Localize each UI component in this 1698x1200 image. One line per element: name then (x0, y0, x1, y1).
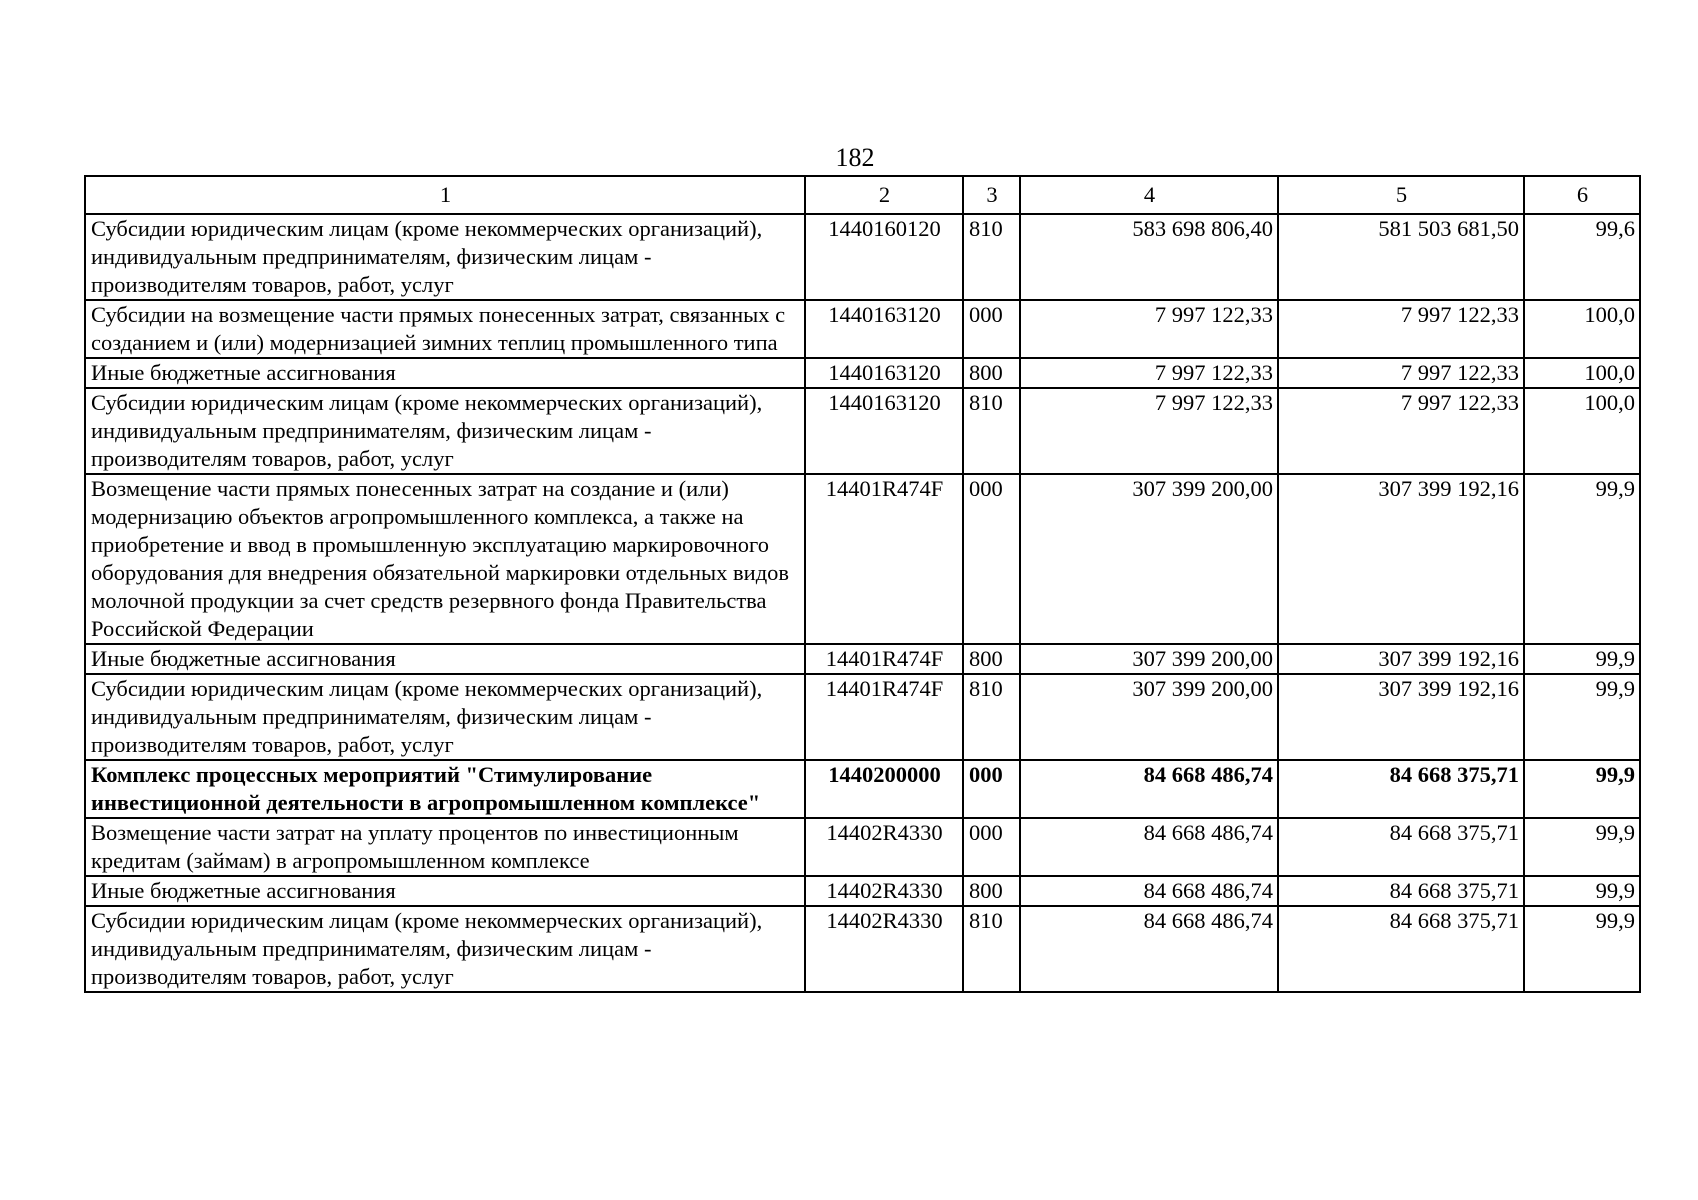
row-type-cell: 810 (963, 388, 1020, 474)
row-actual-amount-cell: 7 997 122,33 (1278, 358, 1524, 388)
row-actual-amount-cell: 7 997 122,33 (1278, 300, 1524, 358)
row-plan-amount-cell: 84 668 486,74 (1020, 876, 1278, 906)
row-name-cell: Субсидии юридическим лицам (кроме некоммерческих организаций), индивидуальным предпринимателям, физическим лицам - производителям товаров, работ, услуг (85, 388, 805, 474)
row-actual-amount-cell: 84 668 375,71 (1278, 760, 1524, 818)
row-plan-amount-cell: 7 997 122,33 (1020, 388, 1278, 474)
row-actual-amount-cell: 7 997 122,33 (1278, 388, 1524, 474)
row-plan-amount-cell: 84 668 486,74 (1020, 906, 1278, 992)
table-row (85, 214, 1640, 300)
row-name-cell: Комплекс процессных мероприятий "Стимулирование инвестиционной деятельности в агропромышленном комплексе" (85, 760, 805, 818)
table-row (85, 906, 1640, 992)
table-row (85, 644, 1640, 674)
row-type-cell: 800 (963, 876, 1020, 906)
row-percent-cell: 100,0 (1524, 388, 1640, 474)
row-percent-cell: 100,0 (1524, 300, 1640, 358)
row-name-cell: Субсидии юридическим лицам (кроме некоммерческих организаций), индивидуальным предпринимателям, физическим лицам - производителям товаров, работ, услуг (85, 906, 805, 992)
table-row (85, 876, 1640, 906)
table-row (85, 674, 1640, 760)
row-actual-amount-cell: 307 399 192,16 (1278, 674, 1524, 760)
row-type-cell: 810 (963, 214, 1020, 300)
row-code-cell: 14401R474F (805, 644, 963, 674)
row-name-cell: Субсидии на возмещение части прямых понесенных затрат, связанных с созданием и (или) модернизацией зимних теплиц промышленного типа (85, 300, 805, 358)
row-actual-amount-cell: 84 668 375,71 (1278, 906, 1524, 992)
row-code-cell: 1440200000 (805, 760, 963, 818)
row-percent-cell: 100,0 (1524, 358, 1640, 388)
table-row (85, 300, 1640, 358)
row-name-cell: Субсидии юридическим лицам (кроме некоммерческих организаций), индивидуальным предпринимателям, физическим лицам - производителям товаров, работ, услуг (85, 674, 805, 760)
row-code-cell: 14402R4330 (805, 906, 963, 992)
row-type-cell: 810 (963, 674, 1020, 760)
row-plan-amount-cell: 307 399 200,00 (1020, 644, 1278, 674)
row-name-cell: Иные бюджетные ассигнования (85, 644, 805, 674)
row-code-cell: 14402R4330 (805, 876, 963, 906)
row-actual-amount-cell: 307 399 192,16 (1278, 644, 1524, 674)
row-percent-cell: 99,9 (1524, 906, 1640, 992)
row-code-cell: 1440160120 (805, 214, 963, 300)
column-header-6: 6 (1524, 176, 1640, 214)
table-row (85, 818, 1640, 876)
row-code-cell: 1440163120 (805, 358, 963, 388)
row-type-cell: 800 (963, 644, 1020, 674)
row-plan-amount-cell: 84 668 486,74 (1020, 760, 1278, 818)
column-header-1: 1 (85, 176, 805, 214)
row-plan-amount-cell: 7 997 122,33 (1020, 300, 1278, 358)
row-actual-amount-cell: 84 668 375,71 (1278, 876, 1524, 906)
row-type-cell: 000 (963, 760, 1020, 818)
row-actual-amount-cell: 84 668 375,71 (1278, 818, 1524, 876)
row-percent-cell: 99,9 (1524, 644, 1640, 674)
row-type-cell: 810 (963, 906, 1020, 992)
row-plan-amount-cell: 307 399 200,00 (1020, 674, 1278, 760)
row-name-cell: Возмещение части затрат на уплату процентов по инвестиционным кредитам (займам) в агропромышленном комплексе (85, 818, 805, 876)
row-percent-cell: 99,9 (1524, 760, 1640, 818)
table-row (85, 388, 1640, 474)
column-header-4: 4 (1020, 176, 1278, 214)
row-code-cell: 14402R4330 (805, 818, 963, 876)
table-row (85, 760, 1640, 818)
row-name-cell: Иные бюджетные ассигнования (85, 358, 805, 388)
header-row (85, 176, 1640, 214)
table-row (85, 474, 1640, 644)
row-type-cell: 000 (963, 300, 1020, 358)
column-header-3: 3 (963, 176, 1020, 214)
row-name-cell: Иные бюджетные ассигнования (85, 876, 805, 906)
row-code-cell: 1440163120 (805, 300, 963, 358)
row-plan-amount-cell: 307 399 200,00 (1020, 474, 1278, 644)
row-name-cell: Возмещение части прямых понесенных затрат на создание и (или) модернизацию объектов агропромышленного комплекса, а также на приобретение и ввод в промышленную эксплуатацию маркировочного оборудования для внедрения обязательной маркировки отдельных видов молочной продукции за счет средств резервного фонда Правительства Российской Федерации (85, 474, 805, 644)
column-header-2: 2 (805, 176, 963, 214)
row-actual-amount-cell: 307 399 192,16 (1278, 474, 1524, 644)
column-header-5: 5 (1278, 176, 1524, 214)
row-type-cell: 000 (963, 474, 1020, 644)
row-code-cell: 14401R474F (805, 474, 963, 644)
row-name-cell: Субсидии юридическим лицам (кроме некоммерческих организаций), индивидуальным предпринимателям, физическим лицам - производителям товаров, работ, услуг (85, 214, 805, 300)
row-percent-cell: 99,9 (1524, 674, 1640, 760)
page-number: 182 (835, 143, 875, 172)
row-plan-amount-cell: 84 668 486,74 (1020, 818, 1278, 876)
row-plan-amount-cell: 583 698 806,40 (1020, 214, 1278, 300)
row-actual-amount-cell: 581 503 681,50 (1278, 214, 1524, 300)
row-type-cell: 000 (963, 818, 1020, 876)
row-plan-amount-cell: 7 997 122,33 (1020, 358, 1278, 388)
row-percent-cell: 99,9 (1524, 474, 1640, 644)
row-code-cell: 14401R474F (805, 674, 963, 760)
row-type-cell: 800 (963, 358, 1020, 388)
row-percent-cell: 99,9 (1524, 818, 1640, 876)
row-code-cell: 1440163120 (805, 388, 963, 474)
row-percent-cell: 99,6 (1524, 214, 1640, 300)
budget-table (84, 175, 1641, 993)
row-percent-cell: 99,9 (1524, 876, 1640, 906)
table-row (85, 358, 1640, 388)
table-body (85, 214, 1640, 992)
